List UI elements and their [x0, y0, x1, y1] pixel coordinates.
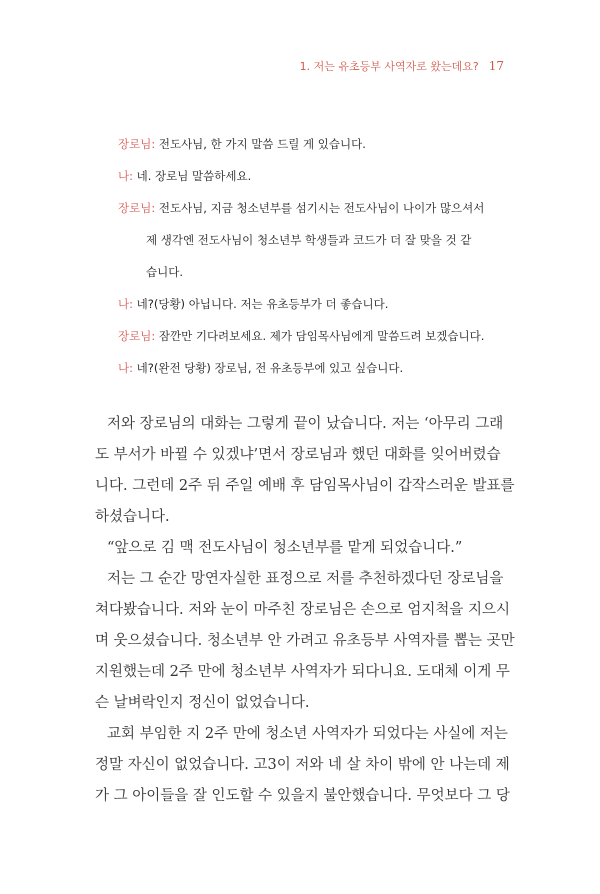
page-number: 17 — [488, 59, 504, 73]
text-line: 지원했는데 2주 만에 청소년부 사역자가 되다니요. 도대체 이게 무 — [95, 664, 510, 680]
speaker-label: 나: — [118, 169, 133, 183]
text-line: 니다. 그런데 2주 뒤 주일 예배 후 담임목사님이 갑작스러운 발표를 — [95, 478, 515, 494]
dialogue-line — [118, 229, 528, 261]
text-line: 저와 장로님의 대화는 그렇게 끝이 났습니다. 저는 ‘아무리 그래 — [107, 416, 504, 432]
dialogue-line — [118, 133, 528, 165]
text-line: “앞으로 김 맥 전도사님이 청소년부를 맡게 되었습니다.” — [107, 540, 463, 556]
speaker-label: 나: — [118, 361, 133, 375]
body-text — [95, 409, 515, 812]
text-line: 저는 그 순간 망연자실한 표정으로 저를 추천하겠다던 장로님을 — [107, 571, 504, 587]
dialogue-text: 전도사님, 지금 청소년부를 섬기시는 전도사님이 나이가 많으셔서 — [155, 201, 485, 215]
dialogue-line — [118, 165, 528, 197]
dialogue-text: 습니다. — [146, 265, 183, 279]
text-line: 정말 자신이 없었습니다. 고3이 저와 네 살 차이 밖에 안 나는데 제 — [95, 757, 510, 773]
dialogue-line — [118, 293, 528, 325]
text-line: 교회 부임한 지 2주 만에 청소년 사역자가 되었다는 사실에 저는 — [107, 726, 508, 742]
dialogue-line — [118, 197, 528, 229]
dialogue-line — [118, 357, 528, 389]
dialogue-line — [118, 261, 528, 293]
dialogue-line — [118, 325, 528, 357]
dialogue-text: 네?(당황) 아닙니다. 저는 유초등부가 더 좋습니다. — [132, 297, 389, 311]
text-line: 쳐다봤습니다. 저와 눈이 마주친 장로님은 손으로 엄지척을 지으시 — [95, 602, 511, 618]
dialogue-block — [118, 133, 528, 389]
speaker-label: 장로님: — [118, 201, 156, 215]
running-header — [300, 58, 504, 74]
dialogue-text: 네?(완전 당황) 장로님, 전 유초등부에 있고 싶습니다. — [132, 361, 404, 375]
text-line: 하셨습니다. — [95, 509, 170, 525]
dialogue-text: 전도사님, 한 가지 말씀 드릴 게 있습니다. — [155, 137, 366, 151]
dialogue-text: 제 생각엔 전도사님이 청소년부 학생들과 코드가 더 잘 맞을 것 같 — [146, 233, 472, 247]
text-line: 며 웃으셨습니다. 청소년부 안 가려고 유초등부 사역자를 뽑는 곳만 — [95, 633, 515, 649]
text-line: 슨 날벼락인지 정신이 없었습니다. — [95, 695, 310, 711]
speaker-label: 장로님: — [118, 137, 156, 151]
speaker-label: 나: — [118, 297, 133, 311]
chapter-title: 1. 저는 유초등부 사역자로 왔는데요? — [299, 60, 479, 73]
dialogue-text: 잠깐만 기다려보세요. 제가 담임목사님에게 말씀드려 보겠습니다. — [155, 329, 485, 343]
speaker-label: 장로님: — [118, 329, 156, 343]
dialogue-text: 네. 장로님 말씀하세요. — [132, 169, 252, 183]
text-line: 도 부서가 바뀔 수 있겠냐’면서 장로님과 했던 대화를 잊어버렸습 — [95, 447, 501, 463]
text-line: 가 그 아이들을 잘 인도할 수 있을지 불안했습니다. 무엇보다 그 당 — [95, 788, 510, 804]
